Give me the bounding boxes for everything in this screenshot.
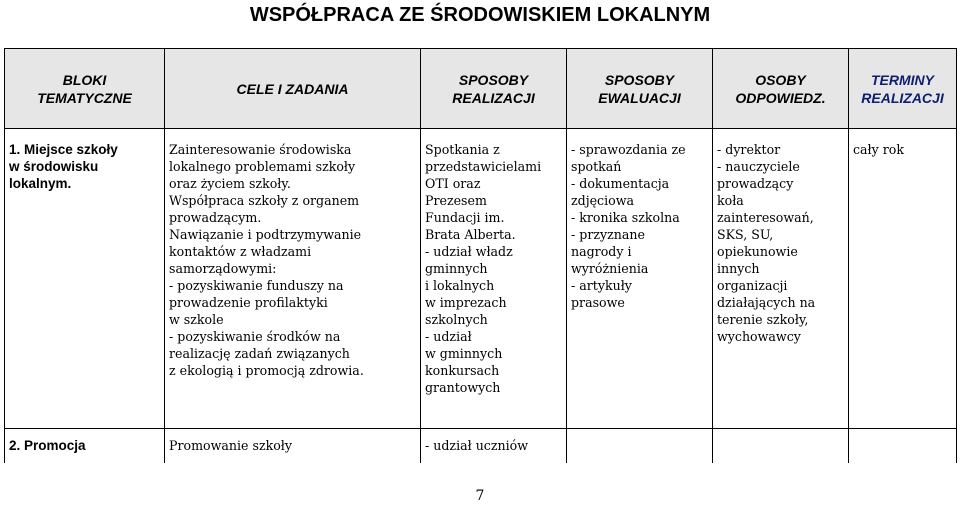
- header-responsible-line: OSOBY: [755, 71, 806, 88]
- cell-block: [5, 429, 165, 464]
- cell-goals: [165, 429, 421, 464]
- cell-text-line: - pozyskiwanie środków na: [169, 329, 341, 344]
- cell-text-line: w środowisku: [9, 159, 99, 174]
- cell-text-line: opiekunowie: [717, 244, 798, 259]
- header-methods-line: SPOSOBY: [458, 71, 529, 88]
- cell-text-line: zainteresowań,: [717, 210, 814, 225]
- cell-methods: [421, 429, 567, 464]
- header-terms-line: TERMINY: [871, 71, 934, 88]
- cell-text-line: - przyznane: [571, 227, 645, 242]
- cell-text-line: - udział władz: [425, 244, 513, 259]
- cell-text-line: organizacji: [717, 278, 788, 293]
- cell-text-line: nagrody i: [571, 244, 632, 259]
- cell-text-line: i lokalnych: [425, 278, 495, 293]
- cell-text-line: cały rok: [853, 142, 904, 157]
- header-terms-line: REALIZACJI: [861, 89, 944, 106]
- cell-text-line: 2. Promocja: [9, 438, 86, 453]
- cell-methods: [421, 129, 567, 429]
- cell-text-line: prowadzenie profilaktyki: [169, 295, 328, 310]
- cell-text-line: lokalnego problemami szkoły: [169, 159, 356, 174]
- cell-text-line: - artykuły: [571, 278, 632, 293]
- header-terms: [849, 49, 957, 129]
- cell-term: [849, 429, 957, 464]
- cell-text-line: - udział uczniów: [425, 438, 528, 453]
- cooperation-plan-table: [4, 48, 957, 463]
- cell-text-line: Nawiązanie i podtrzymywanie: [169, 227, 362, 242]
- cell-text-line: - pozyskiwanie funduszy na: [169, 278, 344, 293]
- header-goals-line: CELE I ZADANIA: [236, 80, 349, 97]
- cell-text-line: prasowe: [571, 295, 625, 310]
- table-header-row: [5, 49, 957, 129]
- page-title: WSPÓŁPRACA ZE ŚRODOWISKIEM LOKALNYM: [249, 4, 711, 26]
- cell-text-line: wychowawcy: [717, 329, 801, 344]
- page-number: 7: [475, 488, 485, 504]
- cell-text-line: terenie szkoły,: [717, 312, 809, 327]
- header-evaluation: [567, 49, 713, 129]
- cell-text-line: w szkole: [169, 312, 224, 327]
- cell-text-line: konkursach: [425, 363, 500, 378]
- cell-text-line: wyróżnienia: [571, 261, 649, 276]
- cell-text-line: realizację zadań związanych: [169, 346, 350, 361]
- cell-text-line: Fundacji im.: [425, 210, 505, 225]
- cell-text-line: oraz życiem szkoły.: [169, 176, 291, 191]
- header-evaluation-line: EWALUACJI: [598, 89, 681, 106]
- cell-text-line: Zainteresowanie środowiska: [169, 142, 352, 157]
- header-blocks-line: TEMATYCZNE: [37, 89, 132, 106]
- cell-text-line: koła: [717, 193, 744, 208]
- cell-text-line: - udział: [425, 329, 472, 344]
- cell-text-line: w gminnych: [425, 346, 503, 361]
- cell-text-line: OTI oraz: [425, 176, 481, 191]
- cell-text-line: gminnych: [425, 261, 488, 276]
- cell-evaluation: [567, 429, 713, 464]
- cell-text-line: szkolnych: [425, 312, 488, 327]
- cell-text-line: - nauczyciele: [717, 159, 800, 174]
- cell-text-line: 1. Miejsce szkoły: [9, 142, 118, 157]
- header-methods: [421, 49, 567, 129]
- table-row: [5, 129, 957, 429]
- header-blocks-line: BLOKI: [62, 71, 107, 88]
- header-blocks: [5, 49, 165, 129]
- cell-block: [5, 129, 165, 429]
- cell-evaluation: [567, 129, 713, 429]
- header-evaluation-line: SPOSOBY: [604, 71, 675, 88]
- cell-text-line: z ekologią i promocją zdrowia.: [169, 363, 364, 378]
- header-goals: [165, 49, 421, 129]
- cell-text-line: - kronika szkolna: [571, 210, 680, 225]
- cell-text-line: SKS, SU,: [717, 227, 774, 242]
- cell-responsible: [713, 129, 849, 429]
- cell-text-line: w imprezach: [425, 295, 507, 310]
- cell-text-line: prowadzący: [717, 176, 794, 191]
- cell-text-line: - sprawozdania ze: [571, 142, 686, 157]
- cell-text-line: działających na: [717, 295, 816, 310]
- cell-text-line: spotkań: [571, 159, 622, 174]
- cell-text-line: Współpraca szkoły z organem: [169, 193, 360, 208]
- header-responsible: [713, 49, 849, 129]
- table-row: [5, 429, 957, 464]
- cell-text-line: lokalnym.: [9, 176, 72, 191]
- cell-text-line: Brata Alberta.: [425, 227, 516, 242]
- cell-text-line: - dyrektor: [717, 142, 781, 157]
- cell-text-line: samorządowymi:: [169, 261, 277, 276]
- cell-text-line: grantowych: [425, 380, 501, 395]
- header-responsible-line: ODPOWIEDZ.: [735, 89, 826, 106]
- header-methods-line: REALIZACJI: [452, 89, 535, 106]
- cell-term: [849, 129, 957, 429]
- cell-goals: [165, 129, 421, 429]
- cell-text-line: Promowanie szkoły: [169, 438, 292, 453]
- cell-text-line: Prezesem: [425, 193, 487, 208]
- cell-text-line: - dokumentacja: [571, 176, 670, 191]
- cell-responsible: [713, 429, 849, 464]
- cell-text-line: prowadzącym.: [169, 210, 262, 225]
- cell-text-line: Spotkania z: [425, 142, 500, 157]
- cell-text-line: innych: [717, 261, 760, 276]
- cell-text-line: przedstawicielami: [425, 159, 542, 174]
- cell-text-line: kontaktów z władzami: [169, 244, 312, 259]
- cell-text-line: zdjęciowa: [571, 193, 635, 208]
